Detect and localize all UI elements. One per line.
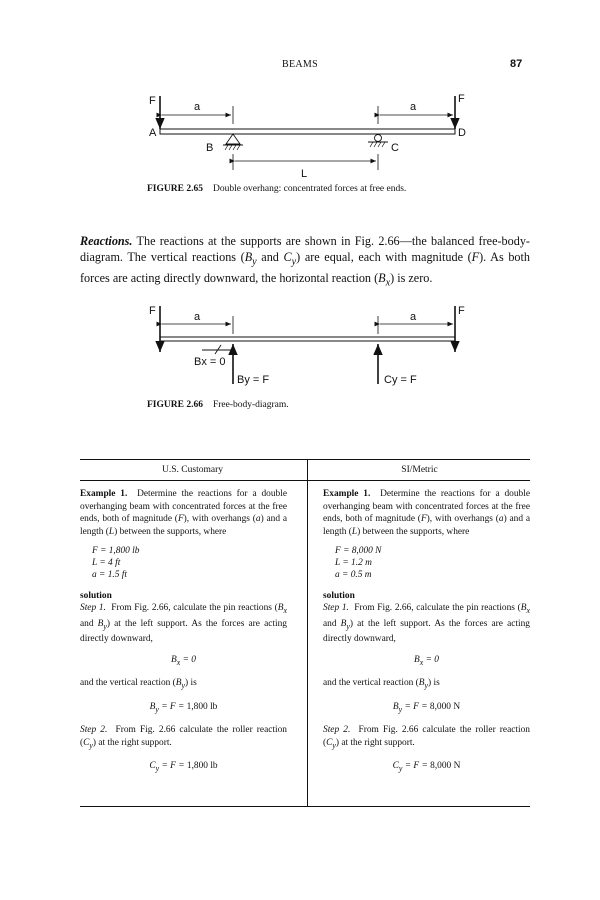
us-mid-text: and the vertical reaction $(B_y)$ is — [80, 678, 197, 691]
by-label: By = F — [237, 374, 270, 386]
reactions-paragraph: Reactions. The reactions at the supports are shown in Fig. 2.66—the balanced free-body-diagram. The vertical reactions ($B_y$ and $C_y$) are equal, each with magnitude (F). As both forces are acting directly downward, the horizontal reaction $(B_x)$ is zero. — [80, 234, 530, 289]
end-label-d: D — [458, 127, 466, 139]
us-example-paragraph: Example 1. Determine the reactions for a double overhanging beam with concentrated forces at the free ends, both of magnitude (F), with overhangs (a) and a length (L) between the supports, where — [80, 489, 288, 537]
si-step1: Step 1. From Fig. 2.66, calculate the pin reactions ($B_x$ and $B_y$) at the left support. As the forces are acting directly downward, — [323, 603, 530, 645]
figure-2-65-diagram — [140, 88, 480, 188]
us-given-a: a = 1.5 ft — [92, 569, 127, 580]
figure-2-66-diagram — [140, 302, 480, 392]
fbd-beam — [160, 337, 455, 341]
figure-2-65-caption-text: Double overhang: concentrated forces at free ends. — [212, 184, 407, 194]
si-column — [323, 488, 530, 776]
us-column — [80, 488, 287, 776]
dim-label-a-right: a — [410, 101, 417, 113]
us-solution-label: solution — [80, 590, 112, 601]
si-given-a: a = 0.5 m — [335, 569, 372, 580]
figure-2-66-label: FIGURE 2.66 — [147, 400, 203, 410]
si-mid-text: and the vertical reaction $(B_y)$ is — [323, 678, 440, 691]
figure-2-65-caption — [147, 184, 406, 194]
table-header-row — [80, 460, 530, 481]
fbd-dim-label-a-right: a — [410, 311, 417, 323]
si-solution-label: solution — [323, 590, 355, 601]
cy-label: Cy = F — [384, 374, 417, 386]
us-eq-bx: $B_x = 0$ — [171, 654, 196, 667]
us-eq-by: $B_y = F = 1,800$ lb — [149, 701, 218, 714]
us-eq-cy: $C_y = F = 1,800$ lb — [149, 761, 218, 774]
bx-label: Bx = 0 — [194, 356, 226, 368]
col-header-si: SI/Metric — [401, 465, 438, 475]
si-step2: Step 2. From Fig. 2.66 calculate the roller reaction $(C_y)$ at the right support. — [323, 725, 530, 750]
si-eq-by: $B_y = F = 8,000$ N — [392, 701, 461, 714]
bx-zero-slash — [215, 345, 221, 354]
support-label-b: B — [206, 142, 214, 154]
si-given-l: L = 1.2 m — [335, 558, 372, 569]
force-label-left: F — [149, 95, 156, 107]
roller-support-c — [368, 135, 388, 148]
si-step2-label: Step 2. — [323, 725, 351, 736]
si-given-f: F = 8,000 N — [335, 546, 382, 557]
end-label-a: A — [149, 127, 157, 139]
si-eq-cy: $C_y = F = 8,000$ N — [392, 761, 461, 774]
dim-label-a-left: a — [194, 101, 201, 113]
page-number: 87 — [510, 58, 523, 70]
beam — [160, 129, 455, 134]
col-header-us: U.S. Customary — [162, 465, 223, 475]
reactions-heading: Reactions. — [80, 234, 133, 248]
column-divider — [307, 460, 308, 806]
us-step2-label: Step 2. — [80, 725, 108, 736]
figure-2-65-label: FIGURE 2.65 — [147, 184, 203, 194]
support-label-c: C — [391, 142, 399, 154]
us-step2: Step 2. From Fig. 2.66 calculate the roller reaction $(C_y)$ at the right support. — [80, 725, 287, 750]
si-example-label: Example 1. — [323, 489, 371, 499]
us-example-label: Example 1. — [80, 489, 128, 499]
figure-2-66-caption — [147, 400, 289, 410]
fbd-force-label-right: F — [458, 305, 465, 317]
running-header-title: BEAMS — [282, 59, 318, 70]
us-given-f: F = 1,800 lb — [92, 546, 140, 557]
si-step1-label: Step 1. — [323, 603, 349, 614]
example-table — [80, 459, 530, 807]
span-label-l: L — [301, 168, 308, 180]
fbd-force-label-left: F — [149, 305, 156, 317]
us-step1-label: Step 1. — [80, 603, 106, 614]
us-given-l: L = 4 ft — [92, 558, 121, 569]
us-step1: Step 1. From Fig. 2.66, calculate the pin reactions ($B_x$ and $B_y$) at the left support. As the forces are acting directly downward, — [80, 603, 287, 645]
fbd-dim-label-a-left: a — [194, 311, 201, 323]
pin-support-b — [223, 134, 243, 150]
force-label-right: F — [458, 93, 465, 105]
figure-2-66-caption-text: Free-body-diagram. — [212, 400, 289, 410]
si-eq-bx: $B_x = 0$ — [414, 654, 439, 667]
si-example-paragraph: Example 1. Determine the reactions for a double overhanging beam with concentrated forces at the free ends, both of magnitude (F), with overhangs (a) and a length (L) between the supports, where — [323, 489, 531, 537]
